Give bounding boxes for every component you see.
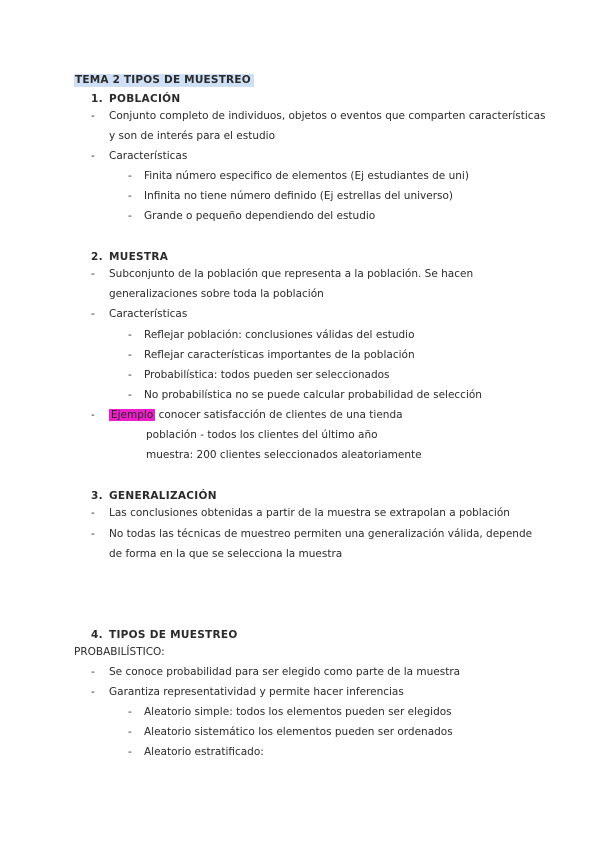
bullet-dash: - [91,110,95,122]
bullet-dash: - [91,150,95,162]
bullet-continuation: de forma en la que se selecciona la muestra [109,548,343,560]
section-number: 3. [91,490,103,502]
example-text: conocer satisfacción de clientes de una tienda [158,409,403,421]
bullet-dash: - [91,268,95,280]
bullet-item [91,109,545,123]
section-number: 2. [91,251,103,263]
bullet-text: Las conclusiones obtenidas a partir de la muestra se extrapolan a población [109,507,510,519]
sub-bullet-item [128,705,452,719]
bullet-dash: - [128,746,132,758]
section-title: MUESTRA [109,251,169,263]
bullet-text: No todas las técnicas de muestreo permiten una generalización válida, depende [109,528,533,540]
sub-bullet-text: Infinita no tiene número definido (Ej estrellas del universo) [144,190,454,202]
bullet-dash: - [128,190,132,202]
section-number: 4. [91,629,103,641]
bullet-item [91,149,187,163]
bullet-text: Características [109,150,188,162]
bullet-dash: - [91,308,95,320]
bullet-dash: - [91,507,95,519]
bullet-dash: - [128,726,132,738]
page-title [74,73,254,87]
bullet-dash: - [128,389,132,401]
section-number: 1. [91,93,103,105]
example-item [91,408,403,422]
section-title: GENERALIZACIÓN [109,490,217,502]
example-highlight: Ejemplo [111,409,154,421]
subheading-probabilistico: PROBABILÍSTICO: [74,646,165,658]
section-heading-poblacion [91,92,180,106]
sub-bullet-item [128,209,375,223]
bullet-text: Características [109,308,188,320]
bullet-dash: - [91,409,95,421]
sub-bullet-text: Reflejar características importantes de la población [144,349,415,361]
bullet-text: Subconjunto de la población que representa a la población. Se hacen [109,268,474,280]
bullet-dash: - [91,666,95,678]
section-heading-muestra [91,250,168,264]
bullet-item [91,307,187,321]
sub-bullet-text: Probabilística: todos pueden ser seleccionados [144,369,390,381]
title-highlight: TEMA 2 TIPOS DE MUESTREO [74,74,254,87]
example-poblacion: población - todos los clientes del último año [146,429,378,441]
sub-bullet-item [128,189,453,203]
bullet-text: Conjunto completo de individuos, objetos o eventos que comparten características [109,110,546,122]
sub-bullet-item [128,169,469,183]
section-heading-tipos [91,628,238,642]
sub-bullet-text: Reflejar población: conclusiones válidas del estudio [144,329,415,341]
bullet-dash: - [128,170,132,182]
bullet-item [91,527,532,541]
bullet-item [91,267,473,281]
bullet-item [91,665,460,679]
sub-bullet-text: Aleatorio estratificado: [144,746,264,758]
section-heading-generalizacion [91,489,217,503]
sub-bullet-item [128,368,390,382]
sub-bullet-item [128,745,264,759]
bullet-continuation: y son de interés para el estudio [109,130,276,142]
sub-bullet-text: Aleatorio sistemático los elementos pueden ser ordenados [144,726,453,738]
sub-bullet-text: No probabilística no se puede calcular probabilidad de selección [144,389,482,401]
bullet-text: Se conoce probabilidad para ser elegido como parte de la muestra [109,666,461,678]
sub-bullet-item [128,328,415,342]
bullet-dash: - [128,329,132,341]
sub-bullet-text: Grande o pequeño dependiendo del estudio [144,210,376,222]
bullet-text: Garantiza representatividad y permite hacer inferencias [109,686,404,698]
bullet-item [91,506,510,520]
bullet-item [91,685,404,699]
bullet-dash: - [128,210,132,222]
section-title: POBLACIÓN [109,93,181,105]
bullet-dash: - [128,349,132,361]
bullet-dash: - [91,686,95,698]
bullet-dash: - [128,706,132,718]
section-title: TIPOS DE MUESTREO [109,629,238,641]
bullet-dash: - [91,528,95,540]
bullet-dash: - [128,369,132,381]
sub-bullet-item [128,388,482,402]
example-muestra: muestra: 200 clientes seleccionados aleatoriamente [146,449,422,461]
sub-bullet-text: Aleatorio simple: todos los elementos pueden ser elegidos [144,706,452,718]
sub-bullet-item [128,348,415,362]
sub-bullet-text: Finita número especifico de elementos (Ej estudiantes de uni) [144,170,469,182]
bullet-continuation: generalizaciones sobre toda la población [109,288,324,300]
sub-bullet-item [128,725,453,739]
